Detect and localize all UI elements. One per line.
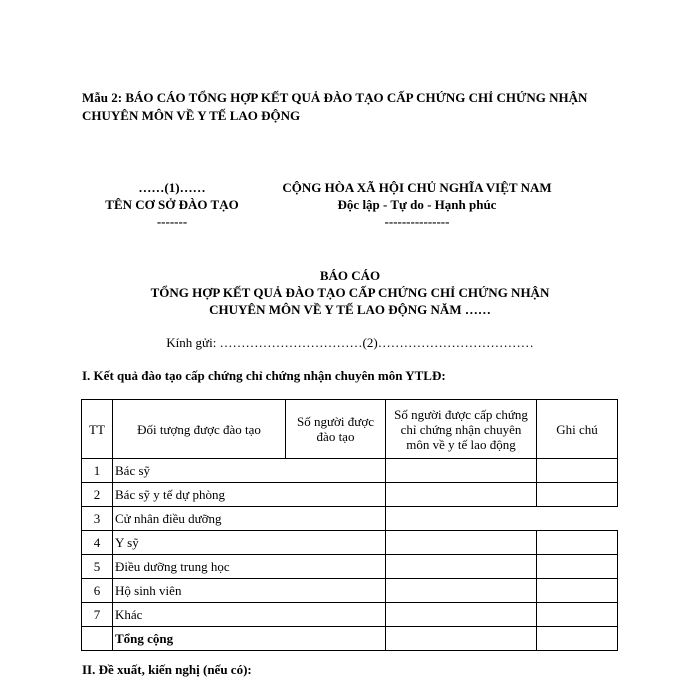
form-title: Mẫu 2: BÁO CÁO TỔNG HỢP KẾT QUẢ ĐÀO TẠO CẤP CHỨNG CHỈ CHỨNG NHẬN CHUYÊN MÔN VỀ Y TẾ LAO ĐỘNG — [82, 90, 588, 123]
table-row — [82, 483, 618, 507]
row-certified-cell[interactable] — [386, 507, 618, 531]
row-subject: Y sỹ — [113, 531, 386, 555]
country-name: CỘNG HÒA XÃ HỘI CHỦ NGHĨA VIỆT NAM — [282, 180, 552, 195]
row-number: 3 — [82, 507, 113, 531]
row-certified-cell[interactable] — [386, 627, 537, 651]
row-note-cell[interactable] — [537, 579, 618, 603]
organization-header — [82, 179, 262, 230]
header-tt: TT — [82, 400, 113, 459]
row-certified-cell[interactable] — [386, 459, 537, 483]
row-number: 5 — [82, 555, 113, 579]
section-1-title: I. Kết quả đào tạo cấp chứng chỉ chứng nhận chuyên môn YTLĐ: — [82, 368, 446, 383]
national-motto: Độc lập - Tự do - Hạnh phúc — [337, 197, 497, 212]
report-heading — [100, 267, 600, 318]
row-number: 1 — [82, 459, 113, 483]
row-certified-cell[interactable] — [386, 603, 537, 627]
results-table — [81, 399, 618, 651]
row-number: 2 — [82, 483, 113, 507]
report-title: BÁO CÁO — [319, 268, 381, 283]
table-header-row — [82, 400, 618, 459]
organization-code: ……(1)…… — [138, 180, 206, 195]
row-note-cell[interactable] — [537, 603, 618, 627]
row-certified-cell[interactable] — [386, 483, 537, 507]
table-row — [82, 459, 618, 483]
row-total-label: Tổng cộng — [113, 627, 386, 651]
row-note-cell[interactable] — [537, 555, 618, 579]
table-row — [82, 555, 618, 579]
row-number — [82, 627, 113, 651]
table-row — [82, 579, 618, 603]
row-number: 4 — [82, 531, 113, 555]
row-note-cell[interactable] — [537, 531, 618, 555]
organization-divider: ------- — [156, 214, 188, 229]
row-number: 7 — [82, 603, 113, 627]
row-subject: Bác sỹ y tế dự phòng — [113, 483, 386, 507]
header-certified: Số người được cấp chứng chỉ chứng nhận chuyên môn về y tế lao động — [386, 400, 537, 459]
row-number: 6 — [82, 579, 113, 603]
row-note-cell[interactable] — [537, 627, 618, 651]
recipient-line: Kính gửi: ……………………………(2)……………………………… — [166, 335, 534, 350]
section-2-title: II. Đề xuất, kiến nghị (nếu có): — [82, 662, 252, 677]
row-subject: Khác — [113, 603, 386, 627]
table-row-total — [82, 627, 618, 651]
report-subtitle-line1: TỔNG HỢP KẾT QUẢ ĐÀO TẠO CẤP CHỨNG CHỈ CHỨNG NHẬN — [150, 285, 550, 300]
organization-name: TÊN CƠ SỞ ĐÀO TẠO — [105, 197, 239, 212]
row-subject: Điều dưỡng trung học — [113, 555, 386, 579]
row-certified-cell[interactable] — [386, 531, 537, 555]
report-subtitle-line2: CHUYÊN MÔN VỀ Y TẾ LAO ĐỘNG NĂM …… — [209, 302, 491, 317]
header-trained: Số người được đào tạo — [286, 400, 386, 459]
national-divider: --------------- — [384, 214, 450, 229]
header-note: Ghi chú — [537, 400, 618, 459]
row-subject: Bác sỹ — [113, 459, 386, 483]
row-subject: Cử nhân điều dưỡng — [113, 507, 386, 531]
header-subject: Đối tượng được đào tạo — [113, 400, 286, 459]
table-row — [82, 507, 618, 531]
row-note-cell[interactable] — [537, 483, 618, 507]
national-header — [272, 179, 562, 230]
table-row — [82, 531, 618, 555]
row-note-cell[interactable] — [537, 459, 618, 483]
row-certified-cell[interactable] — [386, 555, 537, 579]
table-row — [82, 603, 618, 627]
row-subject: Hộ sinh viên — [113, 579, 386, 603]
row-certified-cell[interactable] — [386, 579, 537, 603]
